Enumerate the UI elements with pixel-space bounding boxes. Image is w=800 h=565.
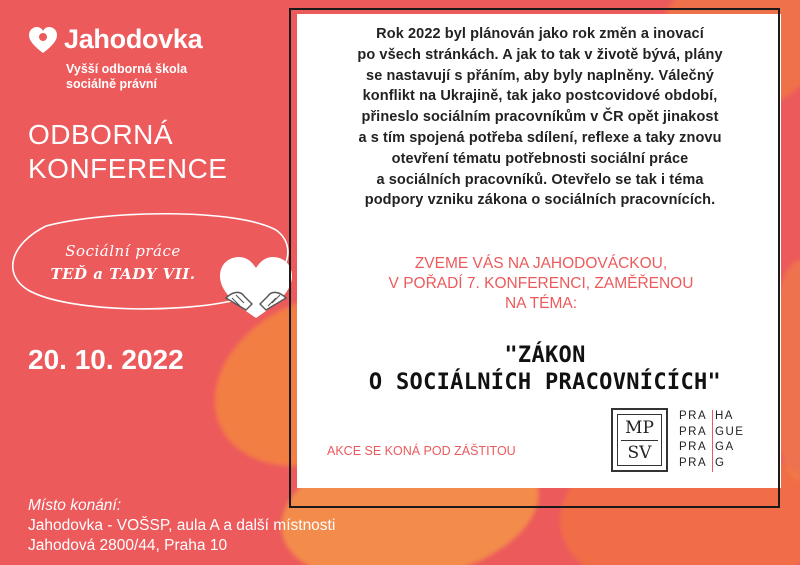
event-date: 20. 10. 2022: [28, 344, 184, 375]
venue-label: Místo konání:: [28, 497, 122, 514]
mpsv-logo-top: MP: [625, 418, 654, 438]
intro-line: konflikt na Ukrajině, tak jako postcovidové období,: [362, 88, 718, 105]
motto-line1: Sociální práce: [65, 242, 181, 260]
topic-line1: "ZÁKON: [504, 343, 586, 368]
praha-logo-left: PRA: [679, 456, 708, 469]
conference-heading-line1: ODBORNÁ: [28, 119, 174, 150]
motto: [18, 240, 228, 286]
praha-logo-left: PRA: [679, 425, 708, 438]
conference-topic: [310, 342, 780, 396]
praha-logo-right: GA: [715, 441, 735, 453]
intro-text: [314, 24, 766, 211]
venue-line1: Jahodovka - VOŠSP, aula A a další místnosti: [28, 517, 336, 534]
intro-line: Rok 2022 byl plánován jako rok změn a inovací: [376, 26, 704, 42]
praha-logo-left: PRA: [679, 410, 708, 422]
venue-line2: Jahodová 2800/44, Praha 10: [28, 537, 228, 554]
praha-logo-right: GUE: [715, 425, 745, 438]
intro-line: přineslo sociálním pracovníkům v ČR opět jinakost: [361, 109, 719, 126]
heart-logo-icon: [28, 26, 58, 54]
invite-line: ZVEME VÁS NA JAHODOVÁCKOU,: [414, 255, 668, 272]
logo-subtitle-line1: Vyšší odborná škola: [66, 62, 188, 76]
intro-line: podpory vzniku zákona o sociálních pracovnících.: [364, 192, 716, 209]
conference-heading-line2: KONFERENCE: [28, 153, 228, 184]
intro-line: otevření tématu potřebnosti sociální práce: [391, 150, 689, 167]
patronage-text: AKCE SE KONÁ POD ZÁŠTITOU: [327, 444, 516, 458]
intro-line: a s tím spojená potřeba sdílení, reflexe a taky znovu: [358, 129, 722, 146]
invite-line: V POŘADÍ 7. KONFERENCI, ZAMĚŘENOU: [388, 275, 694, 292]
mpsv-logo-bottom: SV: [627, 443, 652, 463]
logo-subtitle-line2: sociálně právní: [66, 77, 158, 91]
logo-subtitle: [66, 62, 187, 92]
intro-line: a sociálních pracovníků. Otevřelo se tak i téma: [376, 171, 704, 188]
praha-logo-right: G: [715, 456, 726, 469]
mpsv-logo[interactable]: [611, 408, 668, 472]
topic-line2: O SOCIÁLNÍCH PRACOVNÍCÍCH": [368, 370, 722, 395]
intro-line: se nastavují s přáním, aby byly naplněny. Válečný: [366, 67, 714, 84]
motto-line2: TEĎ a TADY VII.: [50, 265, 196, 283]
conference-heading: [28, 118, 227, 186]
praha-logo-left: PRA: [679, 441, 708, 453]
praha-logo-right: HA: [715, 410, 734, 422]
invitation-text: [326, 254, 756, 314]
logo-name: Jahodovka: [64, 24, 203, 54]
invite-line: NA TÉMA:: [504, 295, 578, 312]
heart-hands-icon: [218, 254, 294, 322]
intro-line: po všech stránkách. A jak to tak v životě bývá, plány: [357, 46, 723, 63]
praha-logo-divider: [712, 410, 713, 472]
praha-logo[interactable]: [679, 410, 744, 472]
mpsv-logo-divider: [621, 440, 658, 441]
